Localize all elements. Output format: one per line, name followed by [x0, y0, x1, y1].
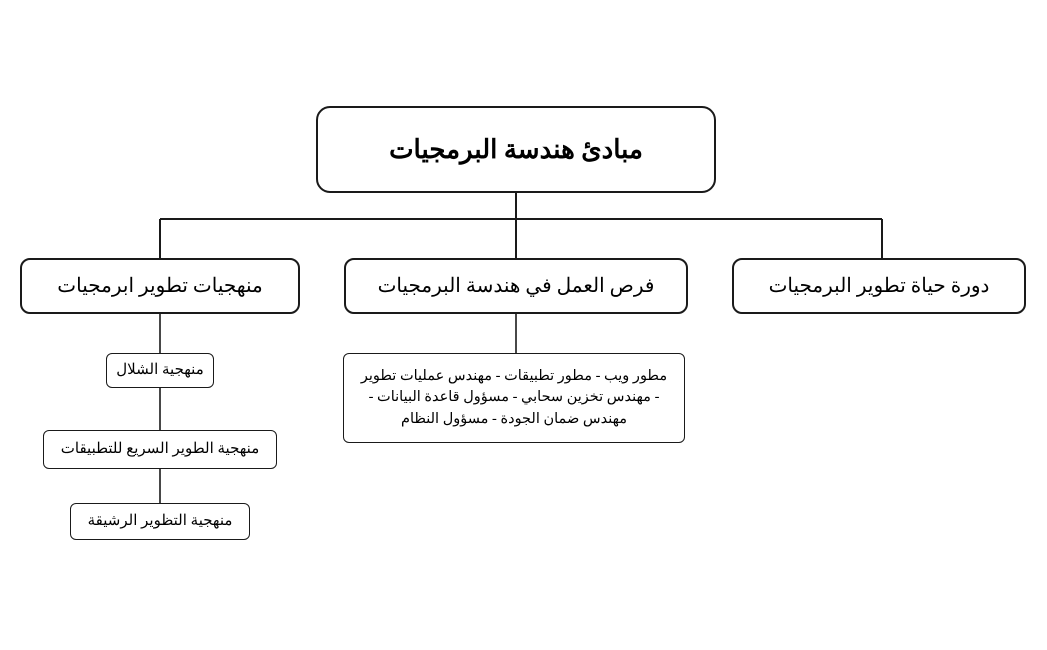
leaf-node-rad[interactable] — [43, 430, 277, 469]
branch-node-methodologies[interactable] — [20, 258, 300, 314]
branch-node-careers[interactable] — [344, 258, 688, 314]
leaf-node-waterfall[interactable] — [106, 353, 214, 388]
leaf-node-careers-list[interactable] — [343, 353, 685, 443]
branch-node-careers-label: فرص العمل في هندسة البرمجيات — [377, 274, 655, 297]
branch-node-sdlc-label: دورة حياة تطوير البرمجيات — [768, 274, 990, 297]
leaf-node-agile-label: منهجية التظوير الرشيقة — [87, 513, 233, 530]
leaf-node-waterfall-label: منهجية الشلال — [116, 362, 204, 379]
leaf-node-rad-label: منهجية الطوير السريع للتطبيقات — [60, 441, 260, 458]
root-node-label: مبادئ هندسة البرمجيات — [389, 134, 643, 164]
root-node[interactable] — [316, 106, 716, 193]
branch-node-sdlc[interactable] — [732, 258, 1026, 314]
leaf-node-careers-list-label: مطور ويب - مطور تطبيقات - مهندس عمليات تطوير - مهندس تخزين سحابي - مسؤول قاعدة البيانات - مهندس ضمان الجودة - مسؤول النظام — [360, 368, 668, 427]
leaf-node-agile[interactable] — [70, 503, 250, 540]
branch-node-methodologies-label: منهجيات تطوير ابرمجيات — [57, 274, 263, 297]
